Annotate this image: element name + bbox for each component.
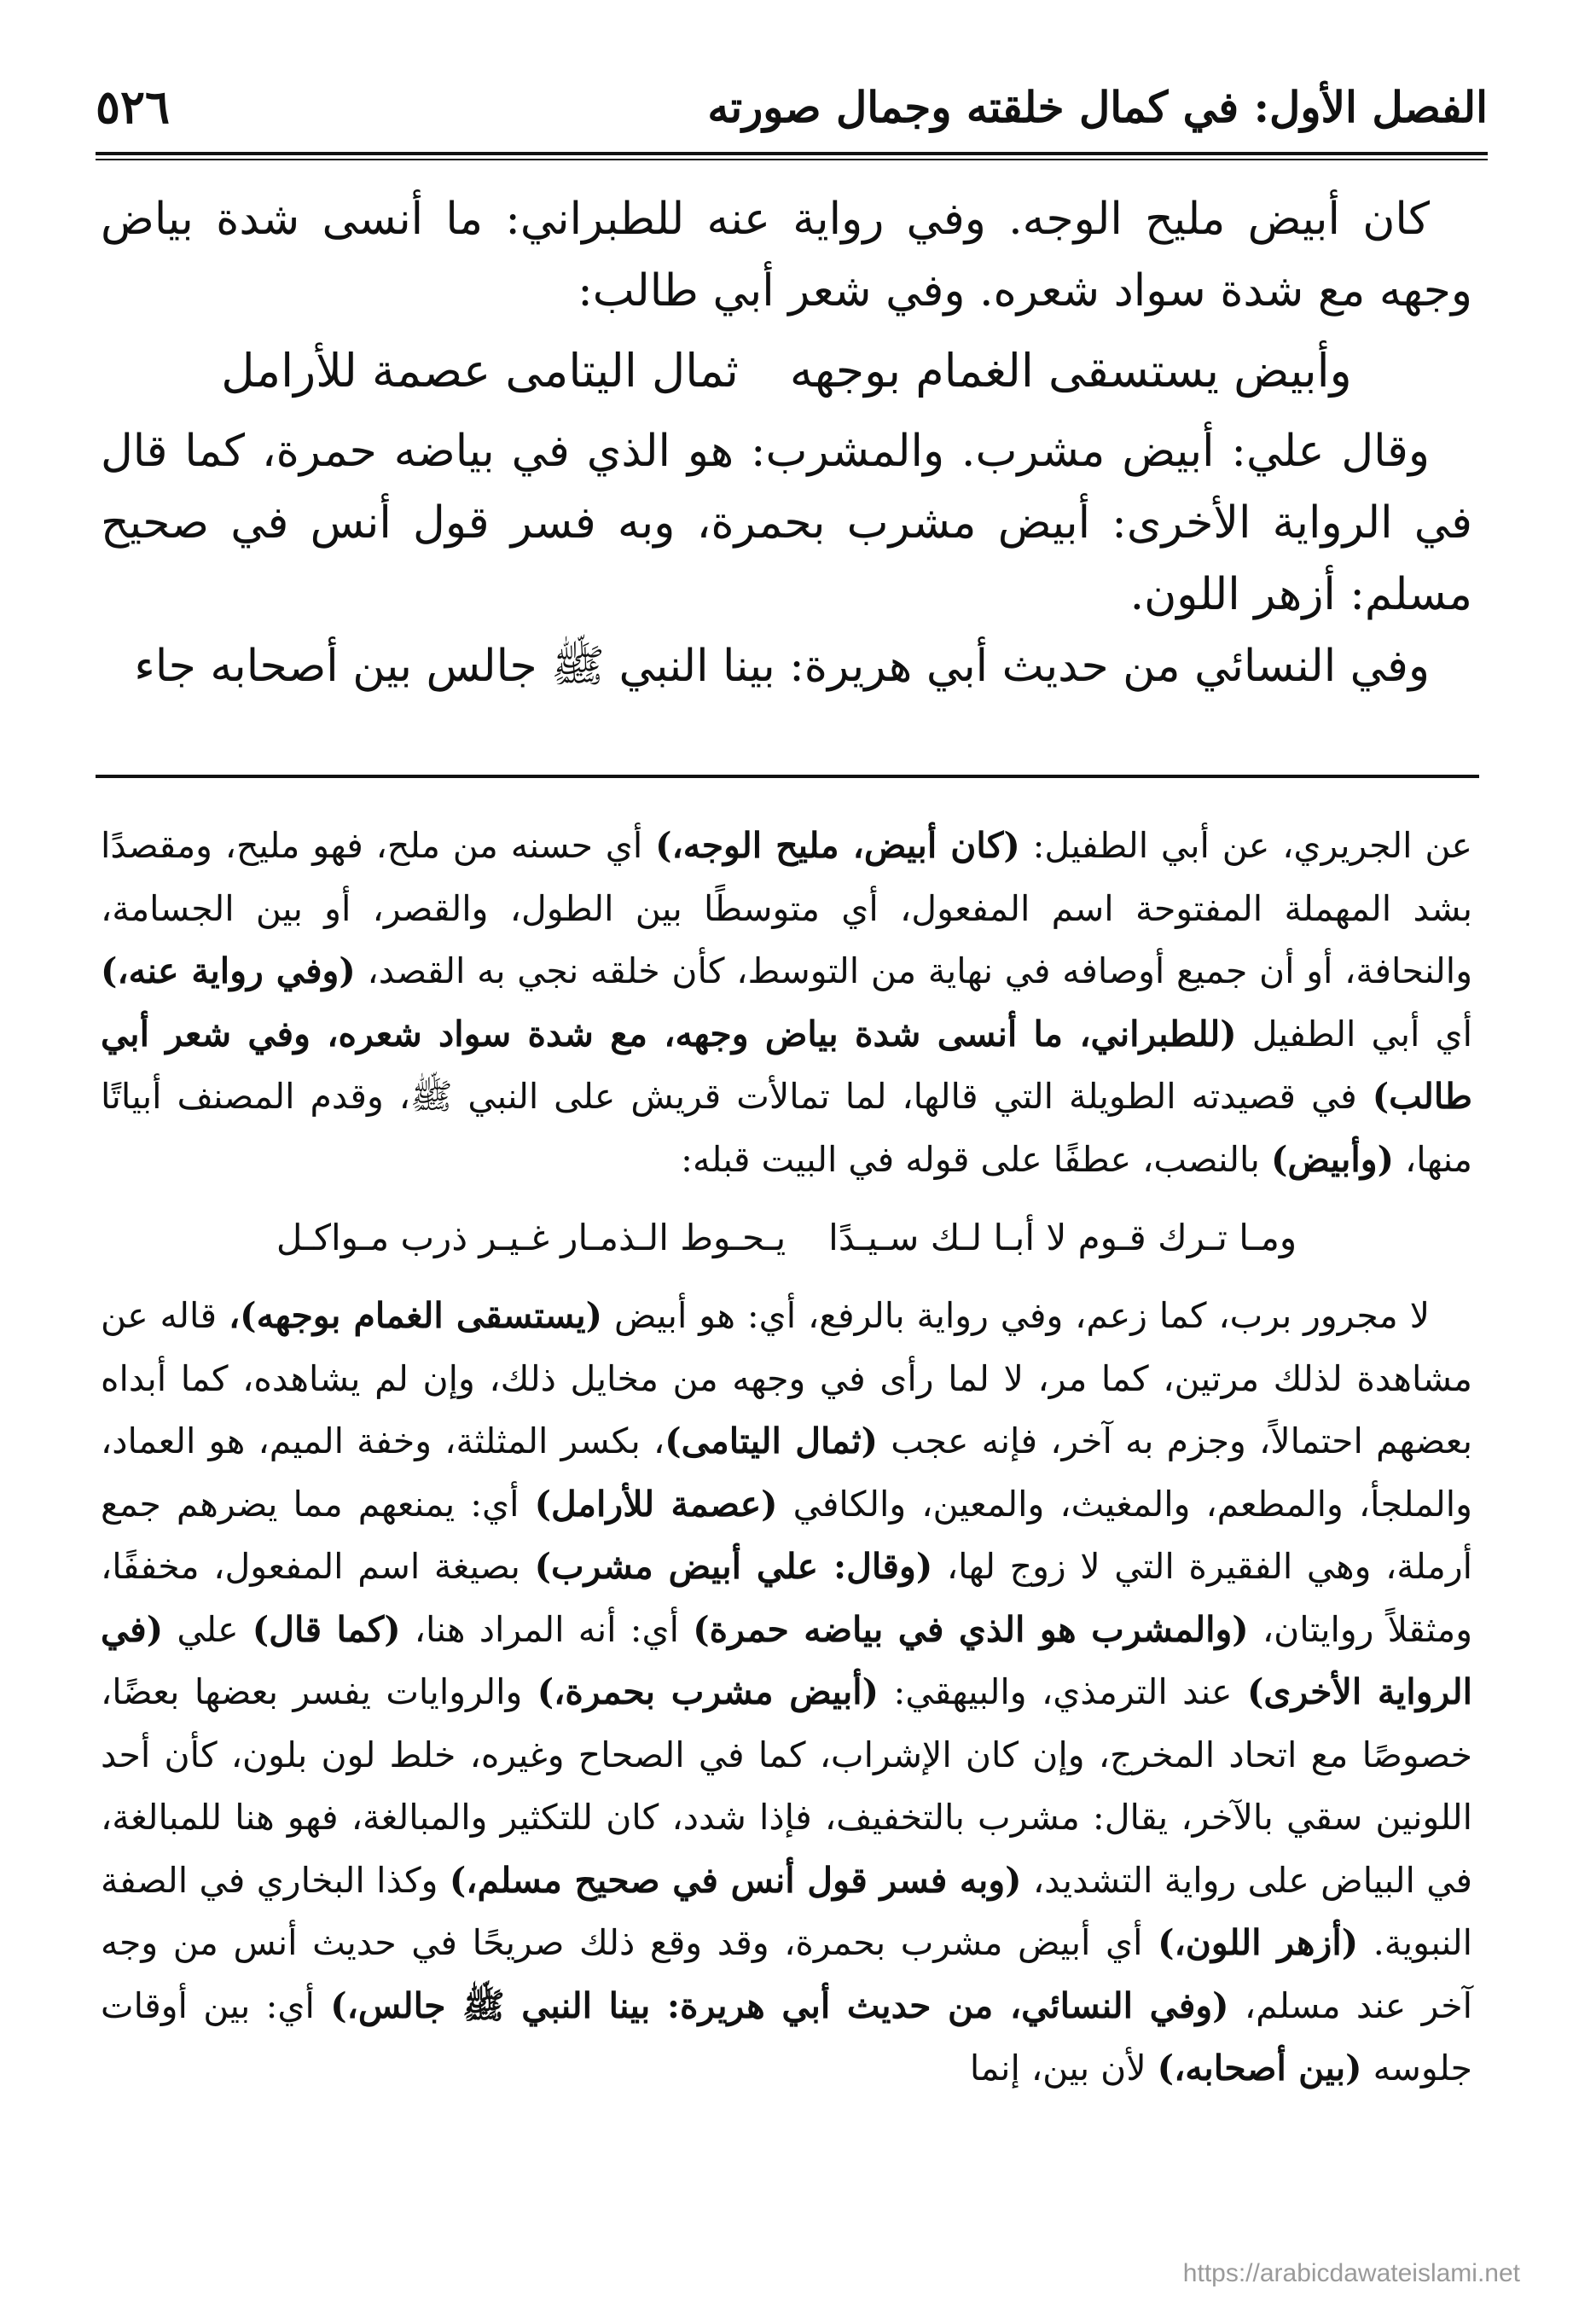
main-paragraph-2: وقال علي: أبيض مشرب. والمشرب: هو الذي في بياضه حمرة، كما قال في الرواية الأخرى: أبيض مشرب بحمرة، وبه فسر قول أنس في صحيح مسلم: أزهر اللون.	[101, 426, 1472, 620]
commentary-paragraph-2	[101, 1285, 1472, 2100]
commentary-paragraph-1	[101, 815, 1472, 1191]
bold-quoted-text: (وفي النسائي، من حديث أبي هريرة: بينا النبي ﷺ جالس،)	[330, 1984, 1229, 2026]
commentary-text-run: أي: يمنعهم مما يضرهم جمع أرملة، وهي الفقيرة التي لا زوج لها،	[101, 1483, 1473, 1587]
commentary-text-run: في قصيدته الطويلة التي قالها، لما تمالأت قريش على النبي ﷺ، وقدم المصنف أبياتًا منها،	[101, 1076, 1472, 1180]
commentary-text-run: أي أبيض مشرب بحمرة، وقد وقع ذلك صريحًا في حديث أنس من وجه آخر عند مسلم،	[101, 1922, 1472, 2026]
commentary-text-run: قاله عن مشاهدة لذلك مرتين، كما مر، لا لما رأى في وجهه من مخايل ذلك، وإن لم يشاهده، كما أبداه بعضهم احتمالاً، وجزم به آخر، فإنه عجب	[101, 1295, 1472, 1461]
bold-quoted-text: (أبيض مشرب بحمرة،)	[537, 1671, 879, 1712]
poetry-verse	[101, 330, 1472, 412]
bold-quoted-text: (وقال: علي أبيض مشرب)	[534, 1546, 933, 1587]
commentary-verse-second-hemistich: يـحـوط الـذمـار غـيـر ذرب مـواكـل	[276, 1217, 786, 1258]
commentary-text-run: أي: بين أوقات جلوسه	[101, 1984, 1472, 2089]
commentary-text-run: لا مجرور برب، كما زعم، وفي رواية بالرفع، أي: هو أبيض	[602, 1295, 1430, 1336]
main-paragraph-1: كان أبيض مليح الوجه. وفي رواية عنه للطبراني: ما أنسى شدة بياض وجهه مع شدة سواد شعره. وفي شعر أبي طالب:	[101, 194, 1472, 317]
commentary-text	[101, 815, 1472, 2100]
commentary-text-run: علي	[163, 1608, 252, 1650]
bold-quoted-text: (أزهر اللون،)	[1158, 1922, 1359, 1963]
commentary-verse	[101, 1200, 1472, 1276]
bold-quoted-text: (وأبيض)	[1270, 1138, 1394, 1180]
main-text	[101, 183, 1472, 702]
bold-quoted-text: (يستسقى الغمام بوجهه)،	[228, 1295, 603, 1336]
commentary-text-run: أي: أنه المراد هنا،	[400, 1608, 694, 1650]
commentary-text-run: أي حسنه من ملح، فهو مليح، ومقصدًا بشد المهملة المفتوحة اسم المفعول، أي متوسطًا بين الطول، والقصر، أو بين الجسامة، والنحافة، أو أن جميع أوصافه في نهاية من التوسط، كأن خلقه نجي به القصد،	[101, 825, 1472, 991]
commentary-text-run: عن الجريري، عن أبي الطفيل:	[1019, 825, 1473, 866]
commentary-text-run: وكذا البخاري في الصفة النبوية.	[101, 1859, 1472, 1963]
bold-quoted-text: (وفي رواية عنه،)	[101, 950, 356, 991]
verse-second-hemistich: ثمال اليتامى عصمة للأرامل	[221, 344, 739, 398]
commentary-text-run: لأن بين، إنما	[969, 2048, 1158, 2089]
page-header	[96, 61, 1488, 155]
bold-quoted-text: (عصمة للأرامل)	[534, 1483, 778, 1525]
commentary-text-run: والروايات يفسر بعضها بعضًا، خصوصًا مع اتحاد المخرج، وإن كان الإشراب، كما في الصحاح وغيره، خلط لون بلون، كأن أحد اللونين سقي بالآخر، يقال: مشرب بالتخفيف، فإذا شدد، كان للتكثير والمبالغة، فهو هنا للمبالغة، في البياض على رواية التشديد،	[101, 1671, 1473, 1901]
bold-quoted-text: (وبه فسر قول أنس في صحيح مسلم،)	[449, 1859, 1022, 1901]
bold-quoted-text: (في الرواية الأخرى)	[101, 1608, 1473, 1712]
page-number: ٥٢٦	[96, 79, 171, 134]
bold-quoted-text: (للطبراني، ما أنسى شدة بياض وجهه، مع شدة سواد شعره، وفي شعر أبي طالب)	[101, 1013, 1472, 1117]
commentary-text-run: بالنصب، عطفًا على قوله في البيت قبله:	[681, 1138, 1271, 1180]
commentary-text-run: عند الترمذي، والبيهقي:	[879, 1671, 1247, 1712]
commentary-text-run: ، بكسر المثلثة، وخفة الميم، هو العماد، والملجأ، والمطعم، والمغيث، والمعين، والكافي	[101, 1421, 1472, 1525]
bold-quoted-text: (كما قال)	[252, 1608, 401, 1650]
bold-quoted-text: (ثمال اليتامى)	[665, 1421, 879, 1461]
footnote-separator	[96, 775, 1479, 778]
bold-quoted-text: (كان أبيض، مليح الوجه،)	[655, 825, 1020, 866]
commentary-verse-first-hemistich: ومـا تـرك قـوم لا أبـا لـك سـيـدًا	[828, 1217, 1297, 1258]
bold-quoted-text: (والمشرب هو الذي في بياضه حمرة)	[693, 1608, 1249, 1650]
commentary-text-run: أي أبي الطفيل	[1236, 1013, 1472, 1055]
watermark-url: https://arabicdawateislami.net	[1182, 2259, 1520, 2287]
bold-quoted-text: (بين أصحابه،)	[1157, 2048, 1362, 2089]
commentary-text-run: بصيغة اسم المفعول، مخففًا، ومثقلاً روايتان،	[101, 1546, 1473, 1650]
verse-first-hemistich: وأبيض يستسقى الغمام بوجهه	[789, 344, 1352, 398]
chapter-title: الفصل الأول: في كمال خلقته وجمال صورته	[707, 81, 1488, 132]
header-rule	[96, 159, 1488, 160]
main-paragraph-3: وفي النسائي من حديث أبي هريرة: بينا النبي ﷺ جالس بين أصحابه جاء	[134, 641, 1430, 692]
